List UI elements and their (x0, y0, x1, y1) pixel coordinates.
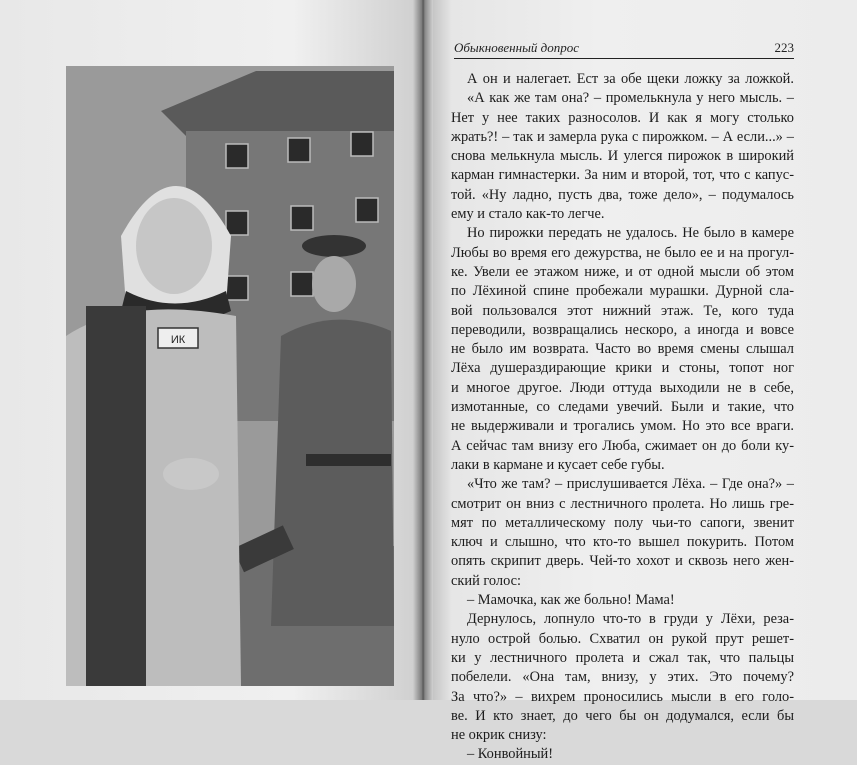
page-number: 223 (774, 40, 794, 55)
soldier-cap (302, 235, 366, 257)
running-head-title: Обыкновенный допрос (454, 40, 579, 55)
window (226, 211, 248, 235)
text-line: по Лёхиной спине пробежали мурашки. Дурной сла- (451, 283, 794, 300)
text-line: снова мелькнула мысль. И улегся пирожок в широкий (451, 148, 794, 165)
text-line: Лёха душераздирающие крики и стоны, топот ног (451, 360, 794, 377)
text-line: «Что же там? – прислушивается Лёха. – Где она?» – (467, 476, 794, 493)
text-line: – Мамочка, как же больно! Мама! (467, 592, 675, 609)
text-line: Любы во время его дежурства, не было ее и на прогул- (451, 244, 794, 261)
text-line: и многое другое. Люди оттуда выходили не в себе, (451, 379, 794, 396)
soldier-uniform (271, 320, 394, 626)
text-line: ему и стало как-то легче. (451, 206, 605, 223)
window (288, 138, 310, 162)
text-line: нуло острой болью. Схватил он рукой прут решет- (451, 630, 794, 647)
text-line: Дернулось, лопнуло что-то в груди у Лёхи, реза- (467, 611, 794, 628)
body-text (451, 70, 794, 765)
text-line: не было им возврата. Часто во время смены слышал (451, 341, 794, 358)
text-line: Нет у нее таких разносолов. И как я могу столько (451, 109, 794, 126)
woman-dark-dress (86, 306, 146, 686)
text-line: – Конвойный! (467, 746, 554, 763)
window (291, 272, 313, 296)
text-line: мят по металлическому полу чьи-то сапоги, звенит (451, 514, 794, 531)
woman-face (136, 198, 212, 294)
soldier-belt (306, 454, 391, 466)
text-line: смотрит он вниз с лестничного пролета. Но лишь гре- (451, 495, 794, 512)
illustration (66, 66, 394, 686)
text-line: «А как же там она? – промелькнула у него мысль. – (467, 90, 794, 107)
text-line: За что?» – вихрем проносились мысли в его голо- (451, 688, 794, 705)
window (351, 132, 373, 156)
text-line: не окрик снизу: (451, 727, 547, 744)
text-line: ве. И кто знает, до чего бы он додумался, если бы (451, 707, 794, 724)
text-line: той. «Ну ладно, пусть два, тоже дело», – подумалось (451, 186, 794, 203)
woman-hand (163, 458, 219, 490)
text-line: побелели. «Она там, внизу, у этих. Это почему? (451, 669, 794, 686)
text-line: Но пирожки передать не удалось. Не было в камере (467, 225, 794, 242)
text-line: ки у лестничного пролета и сжал так, что пальцы (451, 649, 794, 666)
soldier-face (312, 256, 356, 312)
illustration-drawing (66, 66, 394, 686)
running-head (454, 40, 794, 59)
woman-badge-text: ИК (170, 334, 186, 346)
text-line: лаки в карманe и кусает себе губы. (451, 456, 665, 473)
text-line: вой пользовался этот нижний этаж. Те, кого туда (451, 302, 794, 319)
window (291, 206, 313, 230)
window (226, 144, 248, 168)
text-line: А сейчас там внизу его Люба, сжимает он до боли ку- (451, 437, 794, 454)
text-line: ский голос: (451, 572, 522, 589)
text-line: опять скрипит дверь. Чей-то хохот и сквозь него жен- (451, 553, 794, 570)
window (356, 198, 378, 222)
text-line: жрать?! – так и замерла рука с пирожком. – А если...» – (451, 128, 794, 145)
text-line: не выдерживали и трогались умом. Но это все враги. (451, 418, 794, 435)
text-line: ке. Увели ее этажом ниже, и от одной мысли об этом (451, 263, 794, 280)
text-line: А он и налегает. Ест за обе щеки ложку за ложкой. (467, 71, 794, 87)
book-gutter (413, 0, 433, 700)
text-line: измотанные, со следами увечий. Были и такие, что (451, 399, 794, 416)
text-line: карман гимнастерки. За ним и второй, тот, что с капус- (451, 167, 794, 184)
text-line: ключ и слышно, что кто-то вышел покурить. Потом (451, 534, 794, 551)
window (226, 276, 248, 300)
text-line: переводили, возвращались нескоро, а иногда и вовсе (451, 321, 794, 338)
